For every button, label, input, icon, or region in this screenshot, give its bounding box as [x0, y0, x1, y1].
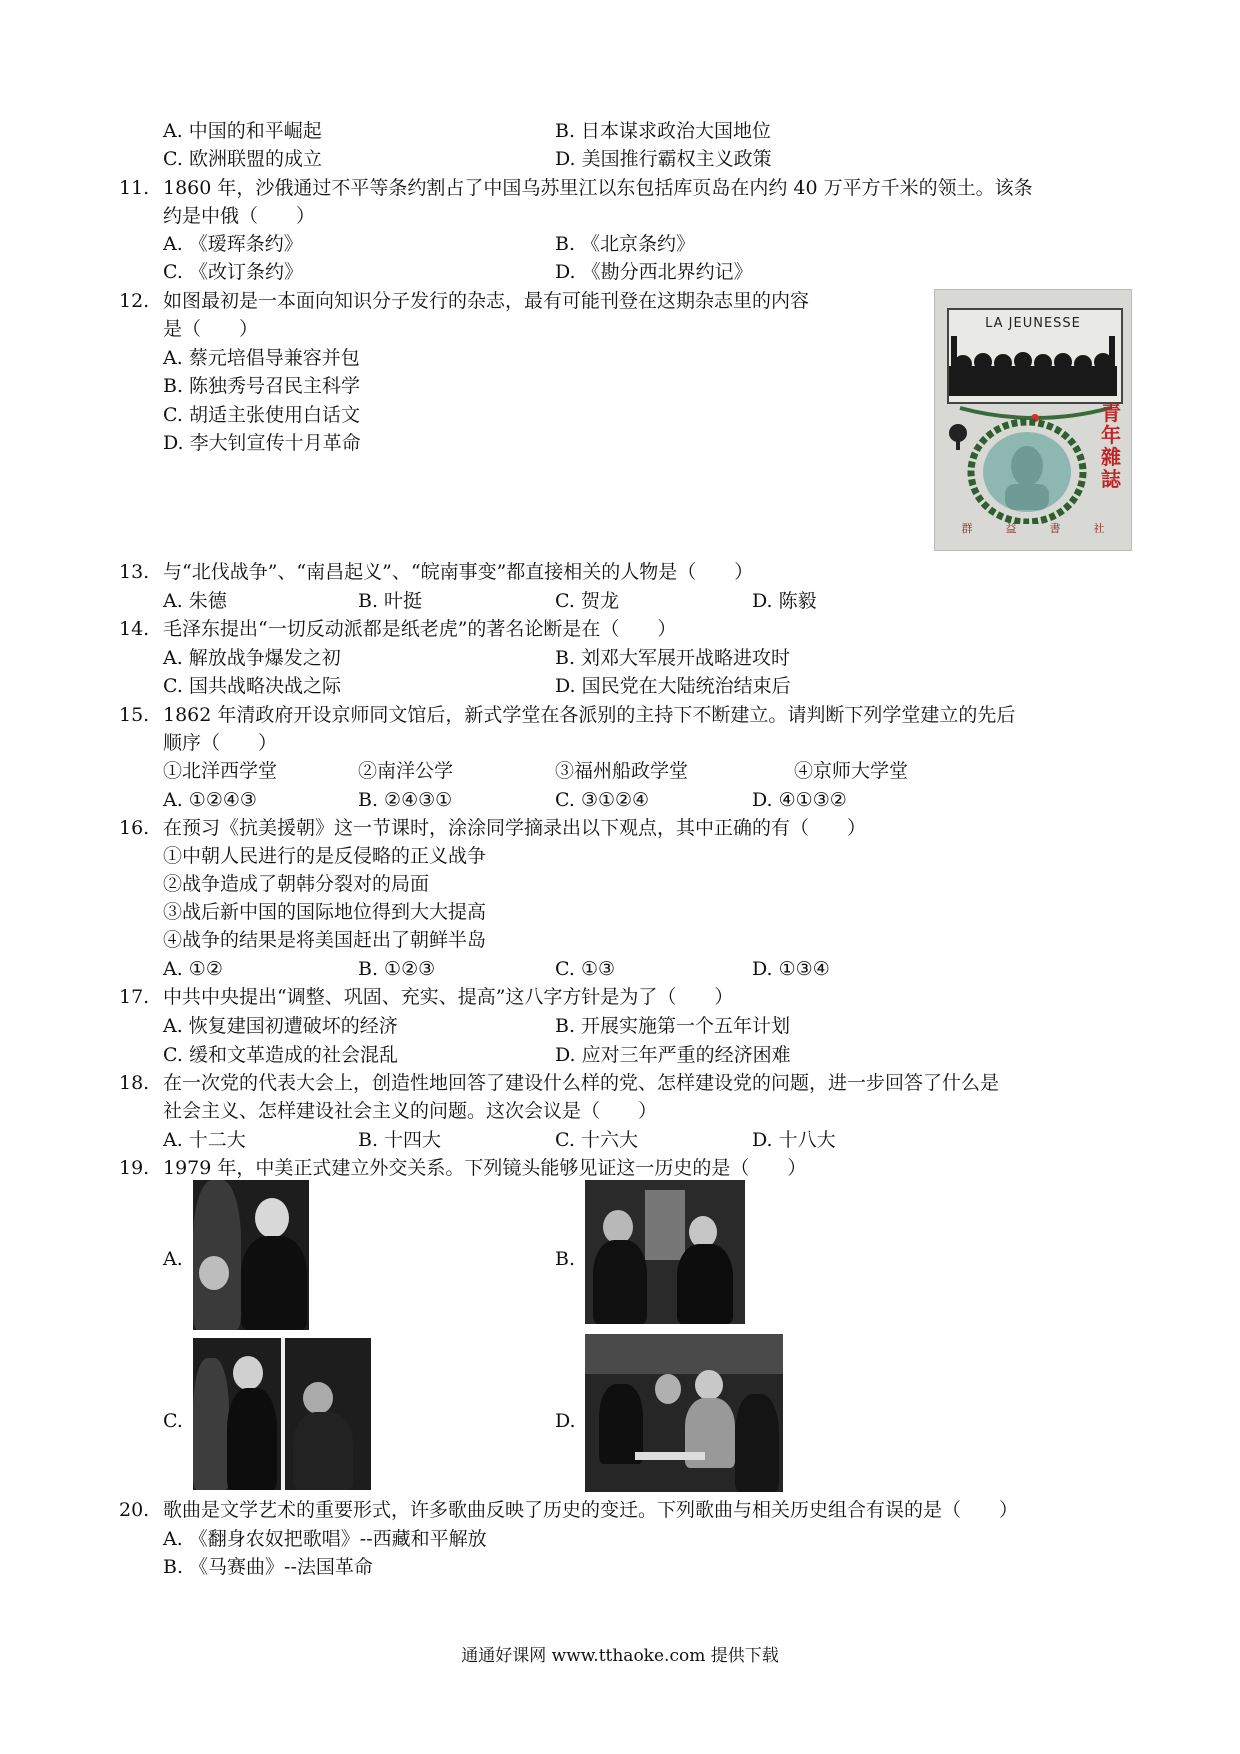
q18-number: 18. [119, 1072, 150, 1094]
q10-option-d: D. 美国推行霸权主义政策 [555, 148, 772, 170]
q15-item-1: ①北洋西学堂 [163, 760, 278, 782]
q18-stem-line2: 社会主义、怎样建设社会主义的问题。这次会议是（ ） [163, 1100, 658, 1122]
q15-item-2: ②南洋公学 [358, 760, 454, 782]
magazine-title: LA JEUNESSE [985, 316, 1081, 331]
q15-stem-line1: 1862 年清政府开设京师同文馆后，新式学堂在各派别的主持下不断建立。请判断下列学堂建立的先后 [163, 704, 1016, 726]
q13-number: 13. [119, 561, 150, 583]
q15-stem-line2: 顺序（ ） [163, 732, 278, 754]
q12-stem-line1: 如图最初是一本面向知识分子发行的杂志，最有可能刊登在这期杂志里的内容 [163, 290, 810, 312]
q20-stem: 歌曲是文学艺术的重要形式，许多歌曲反映了历史的变迁。下列歌曲与相关历史组合有误的是（ ） [163, 1499, 1019, 1521]
q12-option-d: D. 李大钊宣传十月革命 [163, 432, 361, 454]
q19-number: 19. [119, 1157, 150, 1179]
q14-option-d: D. 国民党在大陆统治结束后 [555, 675, 791, 697]
q11-option-c: C. 《改订条约》 [163, 261, 303, 283]
magazine-vertical-title: 青年雜誌 [1101, 401, 1121, 491]
q13-option-b: B. 叶挺 [358, 590, 423, 612]
q19-label-b: B. [555, 1248, 576, 1270]
q17-option-c: C. 缓和文革造成的社会混乱 [163, 1044, 398, 1066]
q15-item-4: ④京师大学堂 [794, 760, 909, 782]
q20-option-b: B. 《马赛曲》--法国革命 [163, 1556, 373, 1578]
q13-stem: 与“北伐战争”、“南昌起义”、“皖南事变”都直接相关的人物是（ ） [163, 561, 754, 583]
q11-stem-line1: 1860 年，沙俄通过不平等条约割占了中国乌苏里江以东包括库页岛在内约 40 万平方千米的领土。该条 [163, 177, 1033, 199]
q11-option-b: B. 《北京条约》 [555, 233, 696, 255]
q18-option-a: A. 十二大 [163, 1129, 246, 1151]
q10-option-b: B. 日本谋求政治大国地位 [555, 120, 772, 142]
q12-stem-line2: 是（ ） [163, 318, 259, 340]
q11-option-a: A. 《瑷珲条约》 [163, 233, 303, 255]
q19-photo-a [193, 1180, 309, 1330]
q16-item-1: ①中朝人民进行的是反侵略的正义战争 [163, 845, 487, 867]
q12-number: 12. [119, 290, 150, 312]
q13-option-a: A. 朱德 [163, 590, 227, 612]
q16-item-4: ④战争的结果是将美国赶出了朝鲜半岛 [163, 929, 487, 951]
q10-option-c: C. 欧洲联盟的成立 [163, 148, 322, 170]
magazine-bottom-char: 書 [1049, 522, 1061, 535]
q13-option-d: D. 陈毅 [752, 590, 817, 612]
q19-stem: 1979 年，中美正式建立外交关系。下列镜头能够见证这一历史的是（ ） [163, 1157, 807, 1179]
q19-photo-b [585, 1180, 745, 1324]
magazine-emblem-icon [945, 422, 971, 452]
q12-option-c: C. 胡适主张使用白话文 [163, 404, 360, 426]
q16-number: 16. [119, 817, 150, 839]
magazine-cover-image [934, 289, 1132, 551]
q20-option-a: A. 《翻身农奴把歌唱》--西藏和平解放 [163, 1528, 487, 1550]
magazine-bottom-char: 群 [961, 522, 973, 535]
q19-label-c: C. [163, 1410, 183, 1432]
q12-option-b: B. 陈独秀号召民主科学 [163, 375, 361, 397]
q18-stem-line1: 在一次党的代表大会上，创造性地回答了建设什么样的党、怎样建设党的问题，进一步回答了什么是 [163, 1072, 1000, 1094]
q14-option-b: B. 刘邓大军展开战略进攻时 [555, 647, 791, 669]
q12-option-a: A. 蔡元培倡导兼容并包 [163, 347, 360, 369]
q11-number: 11. [119, 177, 150, 199]
q17-number: 17. [119, 986, 150, 1008]
magazine-bottom-char: 益 [1005, 522, 1017, 535]
magazine-bottom-band [945, 518, 1121, 538]
page-footer: 通通好课网 www.tthaoke.com 提供下载 [461, 1646, 779, 1666]
q19-photo-d [585, 1334, 783, 1492]
q15-number: 15. [119, 704, 150, 726]
q14-option-a: A. 解放战争爆发之初 [163, 647, 341, 669]
q16-stem: 在预习《抗美援朝》这一节课时，涂涂同学摘录出以下观点，其中正确的有（ ） [163, 817, 867, 839]
q19-photo-c [193, 1338, 371, 1490]
q17-stem: 中共中央提出“调整、巩固、充实、提高”这八字方针是为了（ ） [163, 986, 734, 1008]
q17-option-b: B. 开展实施第一个五年计划 [555, 1015, 791, 1037]
q18-option-c: C. 十六大 [555, 1129, 638, 1151]
q16-option-d: D. ①③④ [752, 958, 830, 980]
q15-option-a: A. ①②④③ [163, 789, 257, 811]
q16-option-c: C. ①③ [555, 958, 616, 980]
q14-stem: 毛泽东提出“一切反动派都是纸老虎”的著名论断是在（ ） [163, 618, 677, 640]
q11-stem-line2: 约是中俄（ ） [163, 205, 316, 227]
q15-item-3: ③福州船政学堂 [555, 760, 689, 782]
q14-number: 14. [119, 618, 150, 640]
q18-option-d: D. 十八大 [752, 1129, 836, 1151]
q20-number: 20. [119, 1499, 150, 1521]
q16-item-2: ②战争造成了朝韩分裂对的局面 [163, 873, 430, 895]
q17-option-a: A. 恢复建国初遭破坏的经济 [163, 1015, 398, 1037]
q15-option-d: D. ④①③② [752, 789, 847, 811]
magazine-crowd-silhouette [949, 336, 1117, 396]
q15-option-b: B. ②④③① [358, 789, 453, 811]
magazine-portrait-wreath [965, 416, 1089, 524]
q11-option-d: D. 《勘分西北界约记》 [555, 261, 753, 283]
q14-option-c: C. 国共战略决战之际 [163, 675, 341, 697]
magazine-bottom-char: 社 [1093, 522, 1105, 535]
q19-label-a: A. [163, 1248, 183, 1270]
q10-option-a: A. 中国的和平崛起 [163, 120, 322, 142]
q16-option-a: A. ①② [163, 958, 223, 980]
q19-label-d: D. [555, 1410, 576, 1432]
q18-option-b: B. 十四大 [358, 1129, 442, 1151]
q15-option-c: C. ③①②④ [555, 789, 650, 811]
q16-item-3: ③战后新中国的国际地位得到大大提高 [163, 901, 487, 923]
q13-option-c: C. 贺龙 [555, 590, 619, 612]
q17-option-d: D. 应对三年严重的经济困难 [555, 1044, 791, 1066]
q16-option-b: B. ①②③ [358, 958, 436, 980]
